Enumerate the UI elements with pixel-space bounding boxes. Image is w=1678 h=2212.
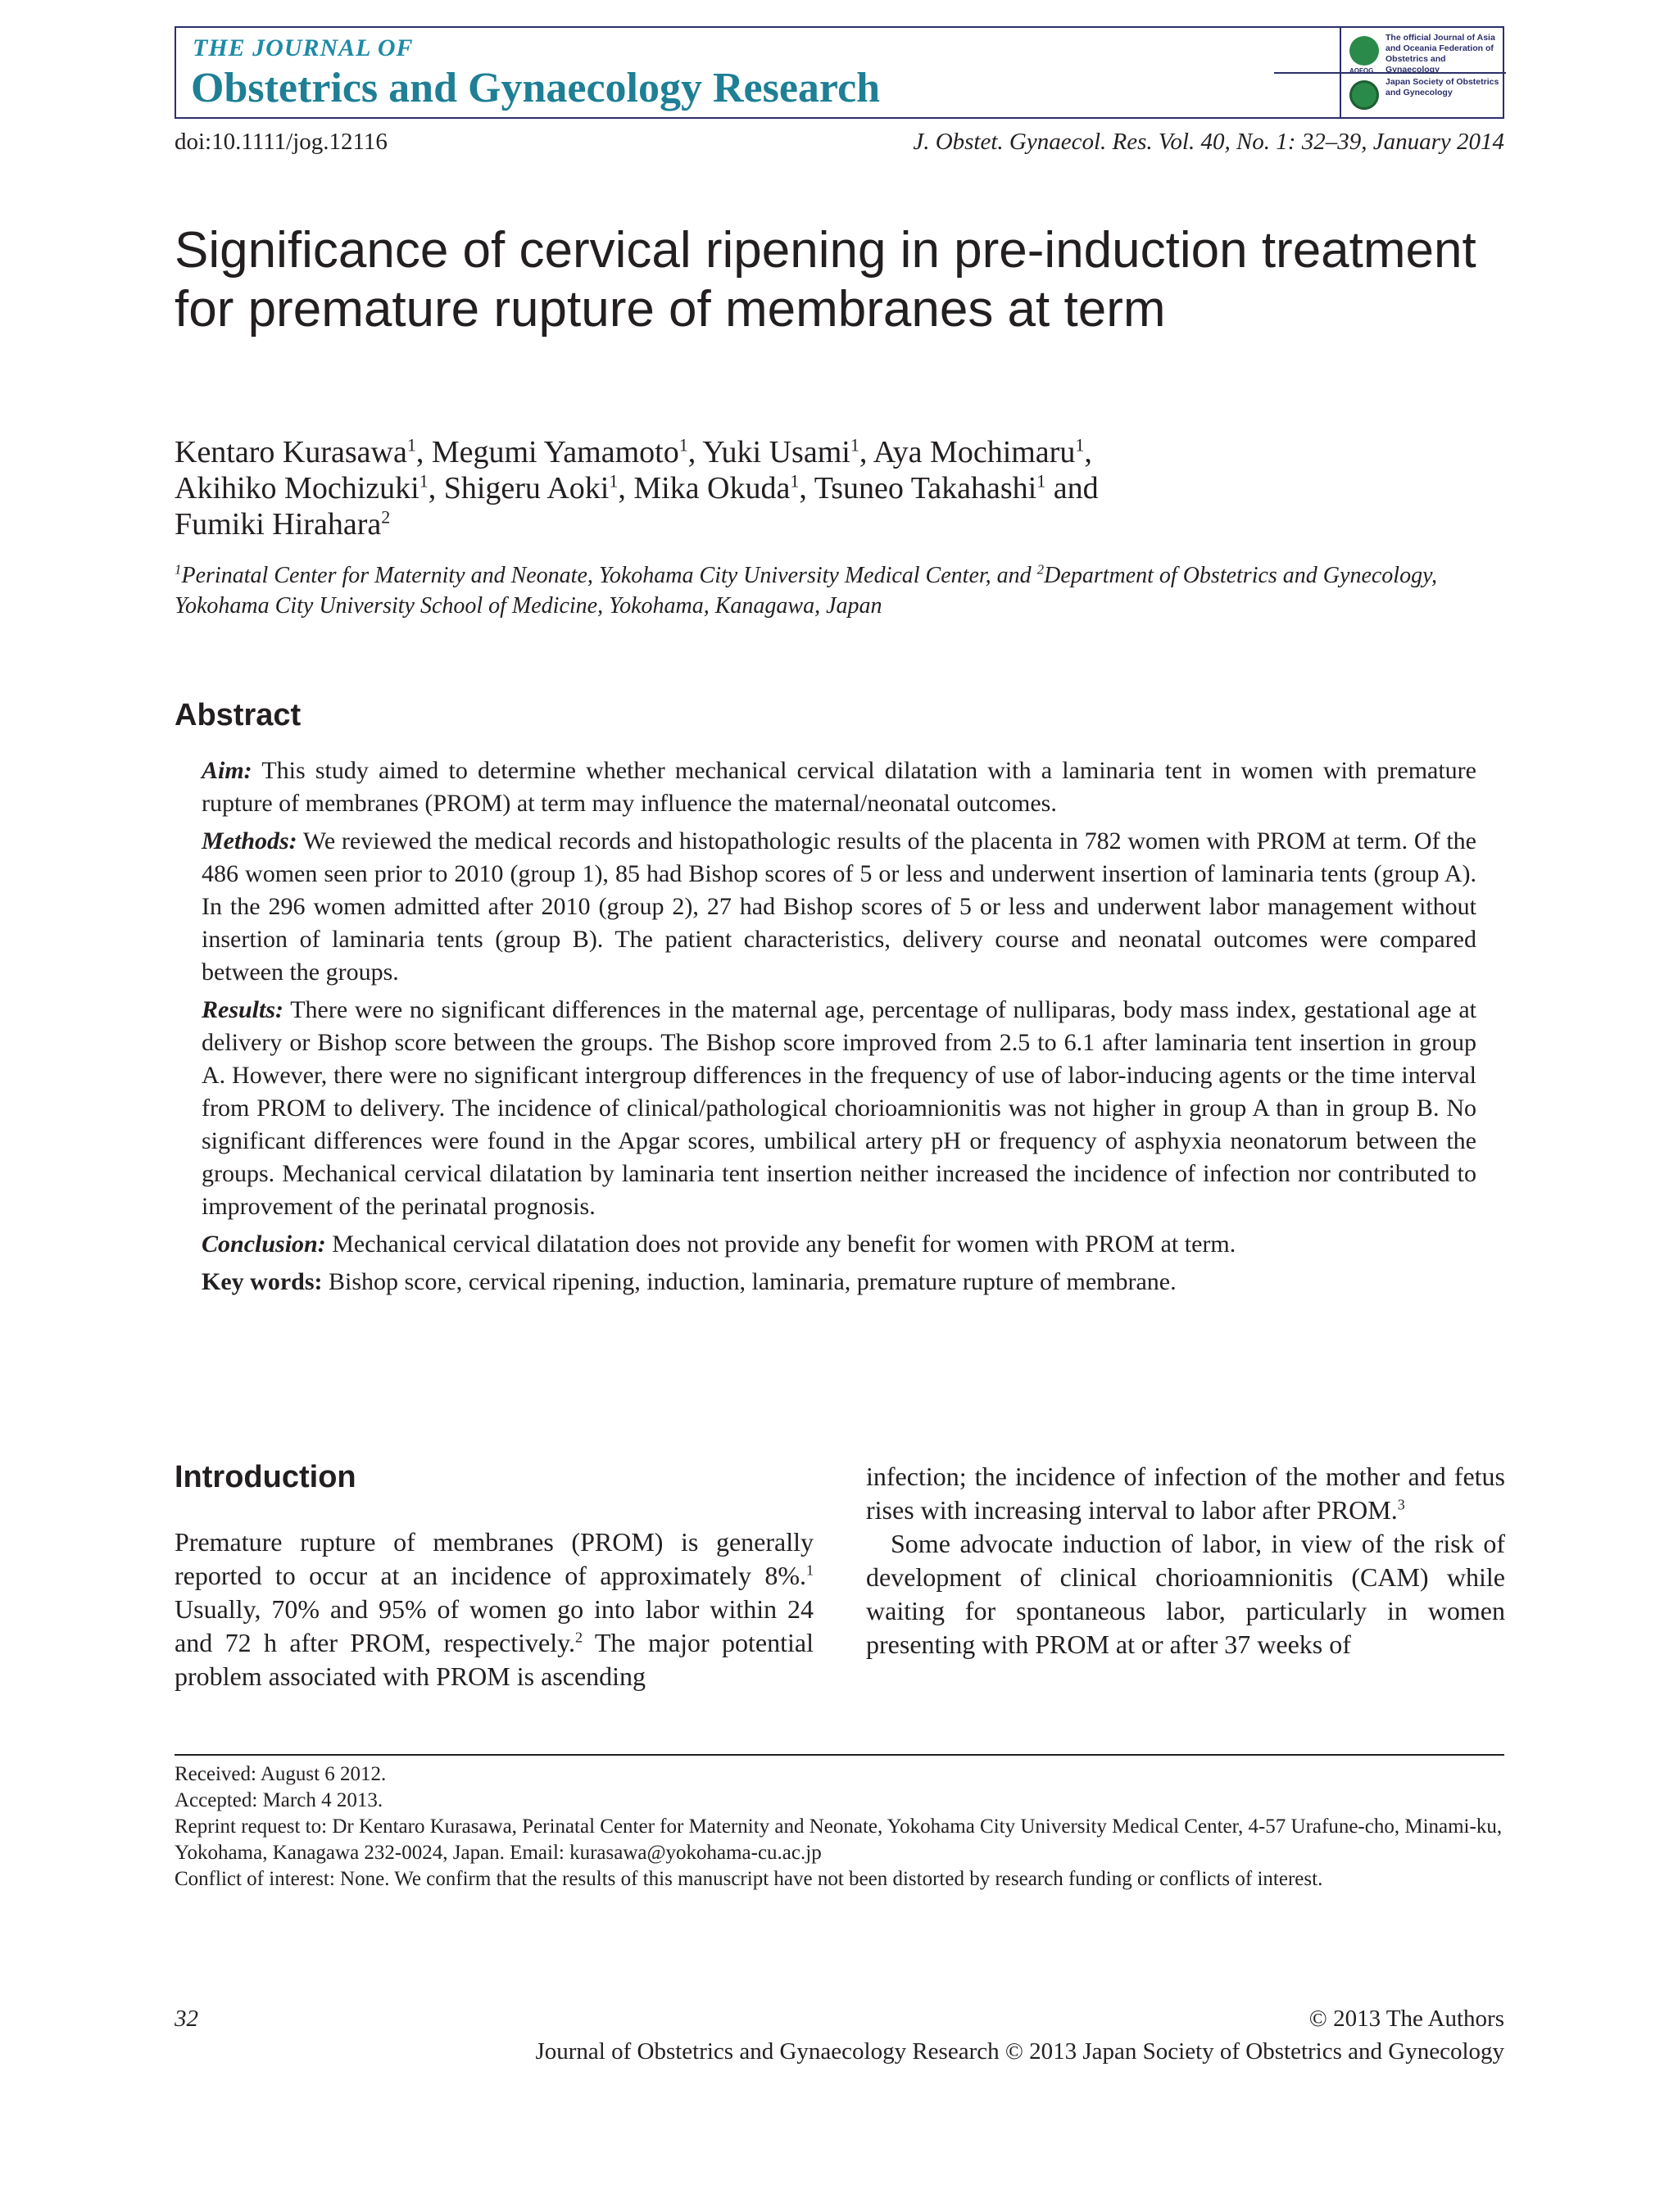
author-name: Mika Okuda	[633, 471, 791, 505]
journal-name: Obstetrics and Gynaecology Research	[191, 65, 881, 111]
author-separator: ,	[859, 435, 873, 469]
author-name: Megumi Yamamoto	[431, 435, 679, 469]
aofog-abbr: AOFOG	[1349, 67, 1374, 75]
author-affil-sup: 1	[406, 434, 416, 456]
journal-banner	[175, 26, 1504, 119]
aim-text: This study aimed to determine whether mechanical cervical dilatation with a laminaria tent in women with premature rupture of membranes (PROM) at term may influence the maternal/neonatal outcomes.	[202, 757, 1476, 817]
author-separator: ,	[618, 471, 634, 505]
affil-sup-1: 1	[175, 561, 182, 578]
author-affil-sup: 1	[790, 470, 800, 492]
author-name: Shigeru Aoki	[443, 471, 610, 505]
article-title: Significance of cervical ripening in pre-induction treatment for premature rupture of membranes at term	[175, 222, 1476, 338]
keywords-label: Key words:	[202, 1268, 323, 1295]
abstract-conclusion	[202, 1228, 1476, 1261]
ref-sup-1: 1	[806, 1562, 814, 1579]
aofog-society-text: The official Journal of Asia and Oceania Federation of Obstetrics and Gynaecology	[1385, 33, 1495, 75]
abstract-heading: Abstract	[175, 698, 302, 732]
methods-text: We reviewed the medical records and histopathologic results of the placenta in 782 women with PROM at term. Of the 486 women seen prior to 2010 (group 1), 85 had Bishop scores of 5 or less and underwent insertion of laminaria tents (group A). In the 296 women admitted after 2010 (group 2), 27 had Bishop scores of 5 or less and underwent labor management without insertion of laminaria tents (group B). The patient characteristics, delivery course and neonatal outcomes were compared between the groups.	[202, 827, 1476, 986]
affil-2: Department of Obstetrics and Gynecology, Yokohama City University School of Medicine, Yokohama, Kanagawa, Japan	[175, 563, 1437, 619]
jsog-society-text: Japan Society of Obstetrics and Gynecology	[1385, 77, 1499, 97]
aim-label: Aim:	[202, 757, 252, 784]
body-column-right	[866, 1460, 1505, 1661]
received-date: Received: August 6 2012.	[175, 1763, 387, 1785]
introduction-heading: Introduction	[175, 1460, 356, 1494]
author-name: Fumiki Hirahara	[175, 507, 382, 542]
author-name: Yuki Usami	[702, 435, 850, 469]
author-affil-sup: 1	[1036, 470, 1046, 492]
copyright-authors: © 2013 The Authors	[1308, 2006, 1504, 2032]
copyright-journal: Journal of Obstetrics and Gynaecology Research © 2013 Japan Society of Obstetrics and Gynecology	[535, 2038, 1504, 2065]
author-separator: ,	[428, 471, 444, 505]
author-affil-sup: 2	[381, 506, 391, 528]
doi: doi:10.1111/jog.12116	[175, 129, 388, 155]
author-name: Kentaro Kurasawa	[175, 435, 407, 469]
jsog-logo-icon	[1349, 80, 1379, 110]
abstract-body	[202, 755, 1476, 1303]
results-text: There were no significant differences in the maternal age, percentage of nulliparas, body mass index, gestational age at delivery or Bishop score between the groups. The Bishop score improved from 2.5 to 6.1 after laminaria tent insertion in group A. However, there were no significant intergroup differences in the frequency of use of labor-inducing agents or the time interval from PROM to delivery. The incidence of clinical/pathological chorioamnionitis was not higher in group A than in group B. No significant differences were found in the Apgar scores, umbilical artery pH or frequency of asphyxia neonatorum between the groups. Mechanical cervical dilatation by laminaria tent insertion neither increased the incidence of infection nor contributed to improvement of the perinatal prognosis.	[202, 996, 1476, 1220]
intro-p1-a: Premature rupture of membranes (PROM) is generally reported to occur at an incidence of approximately 8%.	[175, 1527, 814, 1590]
aofog-logo-icon	[1349, 36, 1379, 66]
intro-paragraph-2: Some advocate induction of labor, in view of the risk of development of clinical chorioamnionitis (CAM) while waiting for spontaneous labor, particularly in women presenting with PROM at or after 37 weeks of	[866, 1529, 1505, 1659]
author-affil-sup: 1	[1075, 434, 1085, 456]
author-name: Akihiko Mochizuki	[175, 471, 420, 505]
intro-p1-c: The major potential problem associated with PROM is ascending	[175, 1628, 814, 1691]
author-affil-sup: 1	[609, 470, 619, 492]
affil-1: Perinatal Center for Maternity and Neonate, Yokohama City University Medical Center, and	[181, 563, 1037, 588]
aofog-society-badge	[1346, 31, 1500, 75]
jsog-society-badge	[1346, 75, 1500, 115]
abstract-aim	[202, 755, 1476, 820]
methods-label: Methods:	[202, 827, 297, 854]
abstract-keywords	[202, 1266, 1476, 1299]
author-separator: ,	[799, 471, 814, 505]
author-name: Aya Mochimaru	[873, 435, 1076, 469]
reprint-request: Reprint request to: Dr Kentaro Kurasawa, Perinatal Center for Maternity and Neonate, Yokohama City University Medical Center, 4-57 Urafune-cho, Minami-ku, Yokohama, Kanagawa 232-0024, Japan. Email: kurasawa@yokohama-cu.ac.jp	[175, 1815, 1503, 1864]
author-separator: ,	[1084, 435, 1092, 469]
intro-paragraph-1	[175, 1525, 814, 1693]
conclusion-text: Mechanical cervical dilatation does not provide any benefit for women with PROM at term.	[332, 1231, 1236, 1258]
footnotes	[175, 1761, 1504, 1892]
citation: J. Obstet. Gynaecol. Res. Vol. 40, No. 1: 32–39, January 2014	[913, 129, 1504, 155]
intro-p1-cont: infection; the incidence of infection of the mother and fetus rises with increasing interval to labor after PROM.	[866, 1462, 1505, 1525]
affiliations	[175, 560, 1518, 621]
page-number: 32	[175, 2006, 198, 2032]
results-label: Results:	[202, 996, 284, 1023]
abstract-methods	[202, 825, 1476, 989]
author-separator: and	[1045, 471, 1099, 505]
ref-sup-3: 3	[1397, 1496, 1405, 1513]
intro-paragraph-1-cont	[866, 1460, 1505, 1527]
conclusion-label: Conclusion:	[202, 1231, 326, 1258]
banner-divider	[1340, 28, 1341, 117]
footnote-rule	[175, 1754, 1504, 1756]
author-list	[175, 434, 1518, 542]
author-separator: ,	[415, 435, 432, 469]
conflict-of-interest: Conflict of interest: None. We confirm that the results of this manuscript have not been distorted by research funding or conflicts of interest.	[175, 1868, 1323, 1890]
author-affil-sup: 1	[850, 434, 859, 456]
author-separator: ,	[687, 435, 703, 469]
journal-kicker: THE JOURNAL OF	[193, 34, 414, 61]
author-affil-sup: 1	[419, 470, 429, 492]
affil-sup-2: 2	[1036, 561, 1045, 578]
intro-p1-b: Usually, 70% and 95% of women go into labor within 24 and 72 h after PROM, respectively.	[175, 1594, 814, 1657]
abstract-results	[202, 994, 1476, 1223]
accepted-date: Accepted: March 4 2013.	[175, 1789, 383, 1811]
ref-sup-2: 2	[575, 1629, 583, 1646]
body-column-left	[175, 1458, 814, 1693]
author-name: Tsuneo Takahashi	[814, 471, 1037, 505]
keywords-text: Bishop score, cervical ripening, induction, laminaria, premature rupture of membrane.	[328, 1268, 1177, 1295]
author-affil-sup: 1	[678, 434, 688, 456]
